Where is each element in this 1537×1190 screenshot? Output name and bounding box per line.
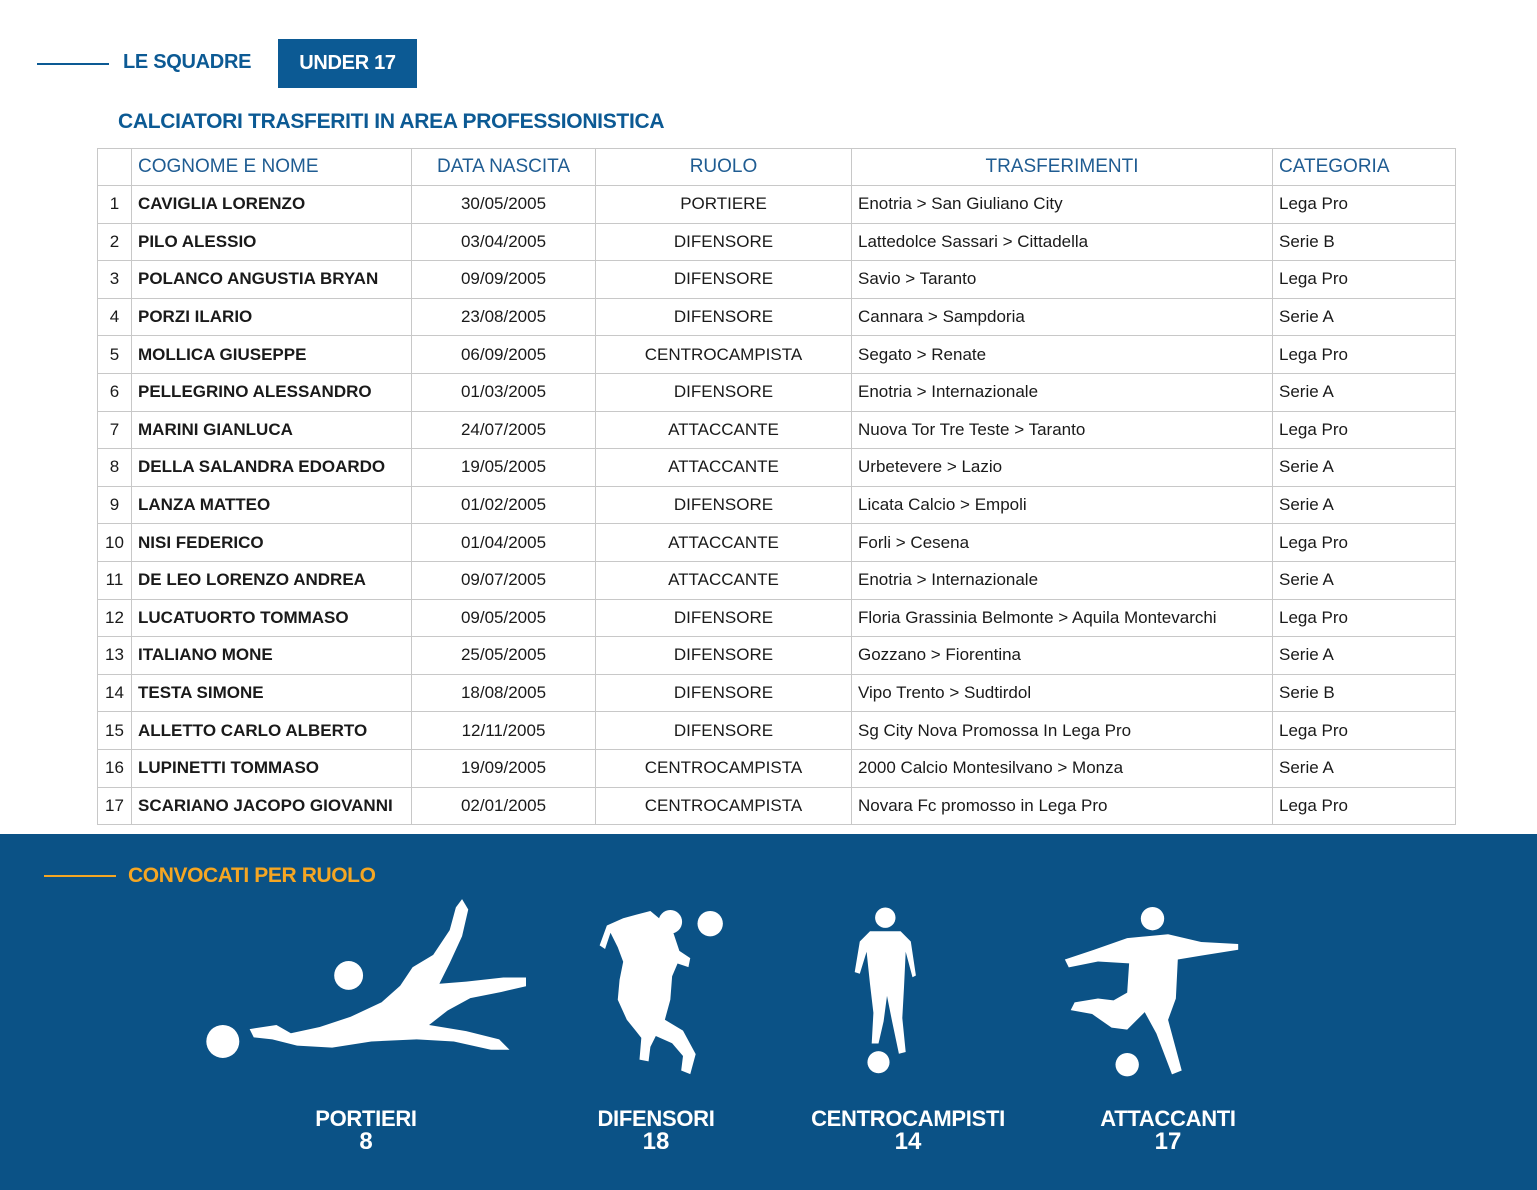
header-cell-number <box>98 149 132 186</box>
transfer-info-cell: Savio > Taranto <box>852 261 1273 299</box>
birth-date-cell: 12/11/2005 <box>412 712 596 750</box>
row-number-cell: 6 <box>98 373 132 411</box>
category-cell: Serie A <box>1273 373 1456 411</box>
birth-date-cell: 03/04/2005 <box>412 223 596 261</box>
row-number-cell: 4 <box>98 298 132 336</box>
transfer-info-cell: Segato > Renate <box>852 336 1273 374</box>
category-cell: Serie A <box>1273 298 1456 336</box>
category-cell: Serie A <box>1273 561 1456 599</box>
player-role-cell: ATTACCANTE <box>596 524 852 562</box>
birth-date-cell: 23/08/2005 <box>412 298 596 336</box>
role-label-difensori: DIFENSORI <box>597 1106 715 1131</box>
birth-date-cell: 01/02/2005 <box>412 486 596 524</box>
transfer-info-cell: Nuova Tor Tre Teste > Taranto <box>852 411 1273 449</box>
player-name-cell: CAVIGLIA LORENZO <box>132 186 412 224</box>
transfer-info-cell: Lattedolce Sassari > Cittadella <box>852 223 1273 261</box>
transfer-info-cell: Novara Fc promosso in Lega Pro <box>852 787 1273 825</box>
table-row <box>98 712 1456 750</box>
section-title: CALCIATORI TRASFERITI IN AREA PROFESSIONISTICA <box>118 110 665 133</box>
role-label-centrocampisti: CENTROCAMPISTI <box>811 1106 1005 1131</box>
midfielder-silhouette-icon <box>853 895 938 1090</box>
role-count-difensori: 18 <box>642 1128 670 1155</box>
role-count-attaccanti: 17 <box>1154 1128 1182 1155</box>
player-role-cell: DIFENSORE <box>596 223 852 261</box>
row-number-cell: 11 <box>98 561 132 599</box>
role-centrocampisti <box>808 895 1008 1155</box>
player-name-cell: DE LEO LORENZO ANDREA <box>132 561 412 599</box>
player-role-cell: DIFENSORE <box>596 637 852 675</box>
row-number-cell: 9 <box>98 486 132 524</box>
table-row <box>98 599 1456 637</box>
header-cell-category: CATEGORIA <box>1273 149 1456 186</box>
player-role-cell: ATTACCANTE <box>596 411 852 449</box>
player-name-cell: POLANCO ANGUSTIA BRYAN <box>132 261 412 299</box>
player-name-cell: MARINI GIANLUCA <box>132 411 412 449</box>
transfer-info-cell: Gozzano > Fiorentina <box>852 637 1273 675</box>
transfer-info-cell: Enotria > Internazionale <box>852 561 1273 599</box>
player-role-cell: PORTIERE <box>596 186 852 224</box>
player-role-cell: ATTACCANTE <box>596 449 852 487</box>
player-name-cell: LANZA MATTEO <box>132 486 412 524</box>
table-row <box>98 561 1456 599</box>
transfer-info-cell: Vipo Trento > Sudtirdol <box>852 674 1273 712</box>
role-label-attaccanti: ATTACCANTI <box>1100 1106 1236 1131</box>
role-difensori <box>576 895 736 1155</box>
header-cell-role: RUOLO <box>596 149 852 186</box>
player-name-cell: ITALIANO MONE <box>132 637 412 675</box>
striker-silhouette-icon <box>1060 905 1245 1090</box>
category-cell: Lega Pro <box>1273 186 1456 224</box>
player-role-cell: DIFENSORE <box>596 712 852 750</box>
transfers-table <box>97 148 1456 825</box>
convocati-title: CONVOCATI PER RUOLO <box>128 864 376 887</box>
header-cell-name: COGNOME E NOME <box>132 149 412 186</box>
birth-date-cell: 24/07/2005 <box>412 411 596 449</box>
table-row <box>98 373 1456 411</box>
table-row <box>98 223 1456 261</box>
player-role-cell: DIFENSORE <box>596 599 852 637</box>
row-number-cell: 17 <box>98 787 132 825</box>
birth-date-cell: 18/08/2005 <box>412 674 596 712</box>
category-cell: Serie A <box>1273 449 1456 487</box>
header-title: LE SQUADRE <box>123 51 252 73</box>
category-cell: Serie A <box>1273 749 1456 787</box>
table-row <box>98 261 1456 299</box>
defender-silhouette-icon <box>596 895 741 1090</box>
player-name-cell: MOLLICA GIUSEPPE <box>132 336 412 374</box>
role-portieri <box>286 895 446 1155</box>
row-number-cell: 5 <box>98 336 132 374</box>
transfer-info-cell: Urbetevere > Lazio <box>852 449 1273 487</box>
player-name-cell: DELLA SALANDRA EDOARDO <box>132 449 412 487</box>
transfer-info-cell: Forli > Cesena <box>852 524 1273 562</box>
header-cell-date: DATA NASCITA <box>412 149 596 186</box>
player-name-cell: TESTA SIMONE <box>132 674 412 712</box>
player-name-cell: LUCATUORTO TOMMASO <box>132 599 412 637</box>
birth-date-cell: 09/07/2005 <box>412 561 596 599</box>
category-cell: Lega Pro <box>1273 411 1456 449</box>
player-role-cell: CENTROCAMPISTA <box>596 336 852 374</box>
birth-date-cell: 01/04/2005 <box>412 524 596 562</box>
player-name-cell: PELLEGRINO ALESSANDRO <box>132 373 412 411</box>
table-row <box>98 186 1456 224</box>
category-cell: Serie A <box>1273 637 1456 675</box>
birth-date-cell: 25/05/2005 <box>412 637 596 675</box>
role-count-portieri: 8 <box>359 1128 373 1155</box>
table-row <box>98 486 1456 524</box>
table-row <box>98 787 1456 825</box>
category-cell: Lega Pro <box>1273 712 1456 750</box>
player-role-cell: CENTROCAMPISTA <box>596 749 852 787</box>
table-row <box>98 524 1456 562</box>
table-row <box>98 749 1456 787</box>
table-row <box>98 449 1456 487</box>
birth-date-cell: 30/05/2005 <box>412 186 596 224</box>
birth-date-cell: 02/01/2005 <box>412 787 596 825</box>
transfer-info-cell: Enotria > San Giuliano City <box>852 186 1273 224</box>
goalkeeper-silhouette-icon <box>196 895 526 1060</box>
player-name-cell: ALLETTO CARLO ALBERTO <box>132 712 412 750</box>
player-role-cell: DIFENSORE <box>596 261 852 299</box>
player-role-cell: ATTACCANTE <box>596 561 852 599</box>
transfer-info-cell: Cannara > Sampdoria <box>852 298 1273 336</box>
role-label-portieri: PORTIERI <box>315 1106 417 1131</box>
category-cell: Lega Pro <box>1273 787 1456 825</box>
row-number-cell: 13 <box>98 637 132 675</box>
role-count-centrocampisti: 14 <box>894 1128 922 1155</box>
row-number-cell: 8 <box>98 449 132 487</box>
player-name-cell: SCARIANO JACOPO GIOVANNI <box>132 787 412 825</box>
player-name-cell: NISI FEDERICO <box>132 524 412 562</box>
convocati-rule <box>44 875 116 877</box>
header-rule <box>37 63 109 65</box>
category-cell: Lega Pro <box>1273 336 1456 374</box>
row-number-cell: 12 <box>98 599 132 637</box>
birth-date-cell: 19/05/2005 <box>412 449 596 487</box>
table-header-row <box>98 149 1456 186</box>
birth-date-cell: 19/09/2005 <box>412 749 596 787</box>
row-number-cell: 15 <box>98 712 132 750</box>
player-role-cell: CENTROCAMPISTA <box>596 787 852 825</box>
team-badge: UNDER 17 <box>278 39 417 88</box>
table-row <box>98 411 1456 449</box>
row-number-cell: 7 <box>98 411 132 449</box>
birth-date-cell: 06/09/2005 <box>412 336 596 374</box>
player-role-cell: DIFENSORE <box>596 674 852 712</box>
birth-date-cell: 01/03/2005 <box>412 373 596 411</box>
row-number-cell: 16 <box>98 749 132 787</box>
header-cell-transfers: TRASFERIMENTI <box>852 149 1273 186</box>
row-number-cell: 10 <box>98 524 132 562</box>
category-cell: Lega Pro <box>1273 524 1456 562</box>
row-number-cell: 1 <box>98 186 132 224</box>
transfer-info-cell: Licata Calcio > Empoli <box>852 486 1273 524</box>
player-name-cell: PILO ALESSIO <box>132 223 412 261</box>
table-row <box>98 298 1456 336</box>
player-role-cell: DIFENSORE <box>596 486 852 524</box>
player-role-cell: DIFENSORE <box>596 373 852 411</box>
transfer-info-cell: Enotria > Internazionale <box>852 373 1273 411</box>
player-role-cell: DIFENSORE <box>596 298 852 336</box>
table-row <box>98 674 1456 712</box>
category-cell: Serie A <box>1273 486 1456 524</box>
row-number-cell: 3 <box>98 261 132 299</box>
category-cell: Serie B <box>1273 223 1456 261</box>
category-cell: Serie B <box>1273 674 1456 712</box>
role-attaccanti <box>1088 895 1248 1155</box>
row-number-cell: 2 <box>98 223 132 261</box>
transfer-info-cell: Floria Grassinia Belmonte > Aquila Montevarchi <box>852 599 1273 637</box>
category-cell: Lega Pro <box>1273 599 1456 637</box>
player-name-cell: LUPINETTI TOMMASO <box>132 749 412 787</box>
player-name-cell: PORZI ILARIO <box>132 298 412 336</box>
table-row <box>98 336 1456 374</box>
birth-date-cell: 09/09/2005 <box>412 261 596 299</box>
table-row <box>98 637 1456 675</box>
transfer-info-cell: Sg City Nova Promossa In Lega Pro <box>852 712 1273 750</box>
row-number-cell: 14 <box>98 674 132 712</box>
category-cell: Lega Pro <box>1273 261 1456 299</box>
birth-date-cell: 09/05/2005 <box>412 599 596 637</box>
transfer-info-cell: 2000 Calcio Montesilvano > Monza <box>852 749 1273 787</box>
